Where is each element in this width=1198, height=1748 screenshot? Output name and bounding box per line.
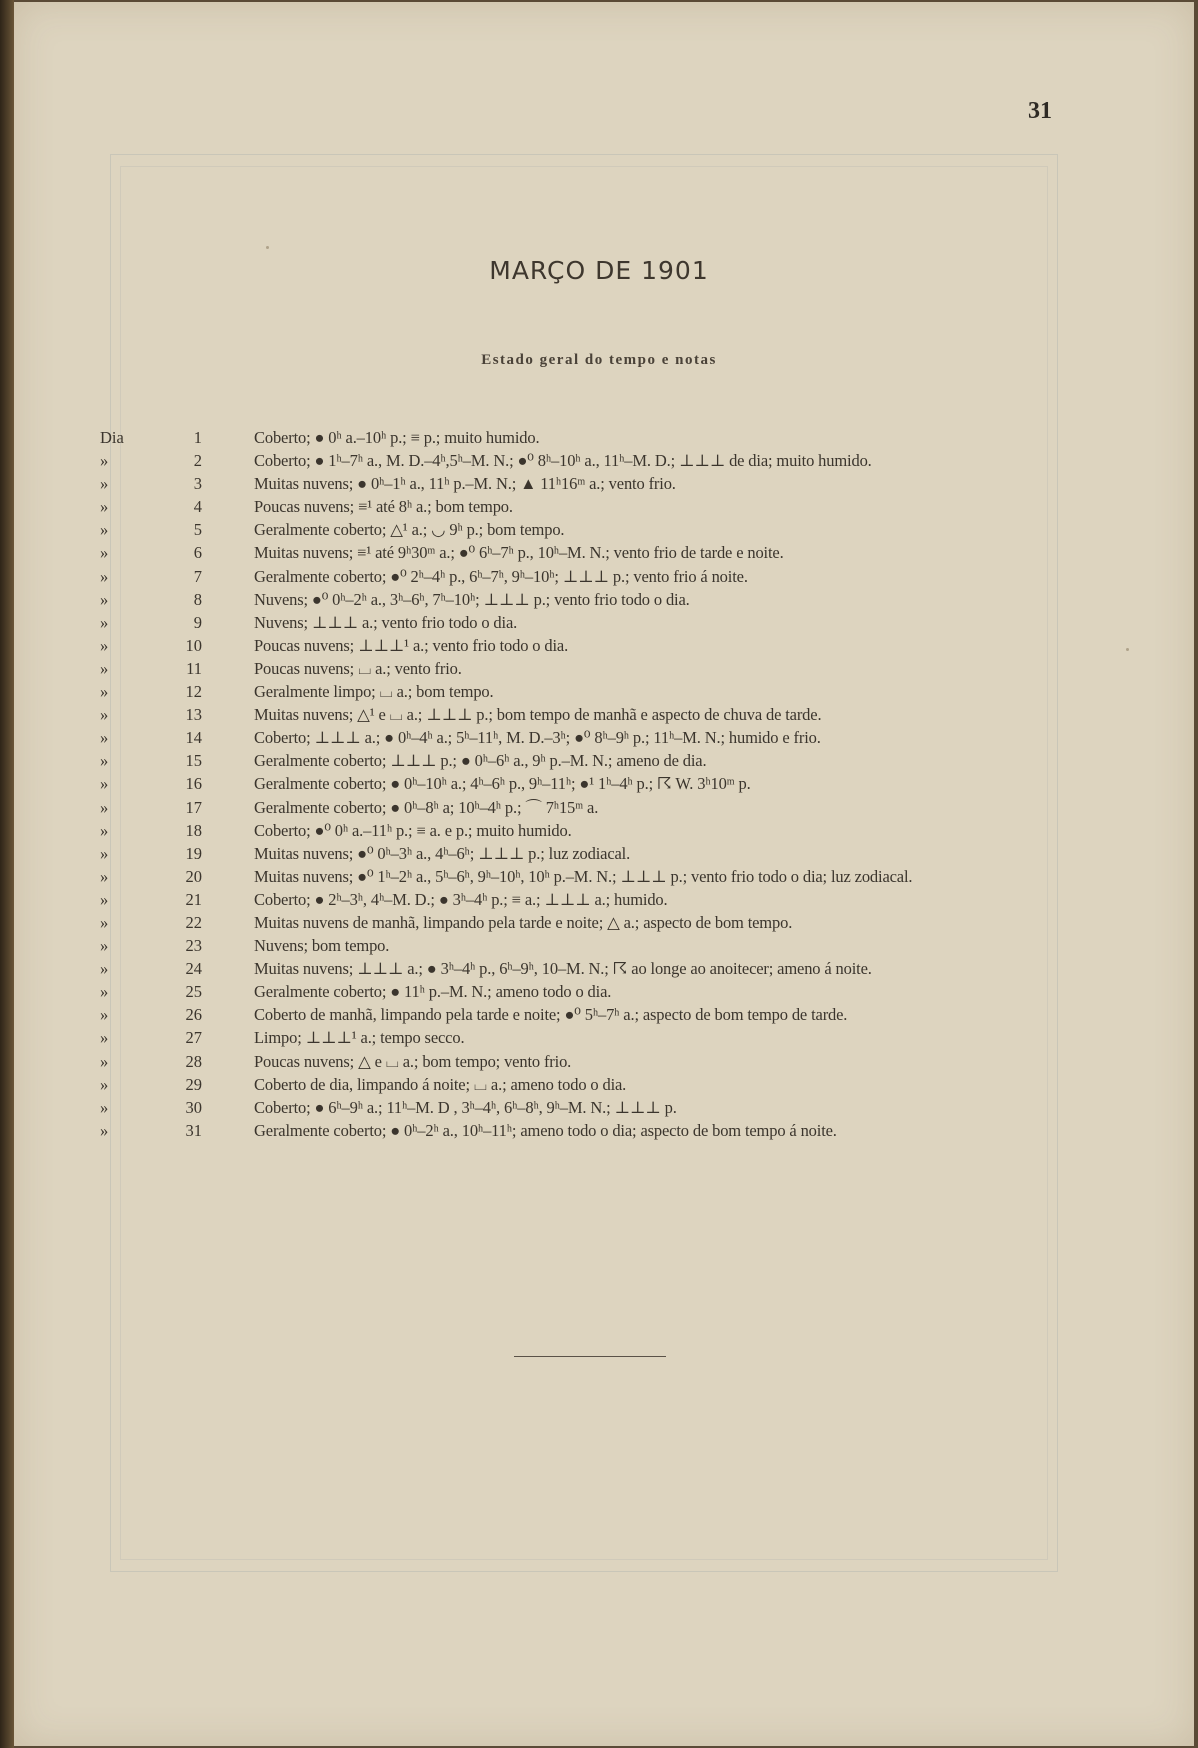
day-entry-row xyxy=(100,842,1060,865)
day-number: 29 xyxy=(185,1074,202,1094)
day-prefix-label: » xyxy=(100,705,109,725)
day-weather-note: Poucas nuvens; ⌴ a.; vento frio. xyxy=(254,658,462,678)
day-entry-row xyxy=(100,611,1060,634)
day-entry-row xyxy=(100,495,1060,518)
day-prefix-label: » xyxy=(100,658,109,678)
section-subtitle: Estado geral do tempo e notas xyxy=(481,352,717,368)
day-number: 5 xyxy=(193,520,202,540)
paper-speck xyxy=(1126,648,1129,651)
day-number: 13 xyxy=(185,705,202,725)
day-prefix-label: » xyxy=(100,866,109,886)
day-entry-row xyxy=(100,518,1060,541)
day-weather-note: Geralmente coberto; ● 11ʰ p.–M. N.; ameno todo o dia. xyxy=(254,982,612,1002)
day-prefix-label: » xyxy=(100,451,109,471)
day-number: 28 xyxy=(185,1051,202,1071)
day-entry-row xyxy=(100,1119,1060,1142)
day-weather-note: Muitas nuvens; ●⁰ 0ʰ–3ʰ a., 4ʰ–6ʰ; ⊥⊥⊥ p.; luz zodiacal. xyxy=(254,843,631,863)
day-number: 20 xyxy=(185,866,202,886)
day-weather-note: Geralmente coberto; ●⁰ 2ʰ–4ʰ p., 6ʰ–7ʰ, 9ʰ–10ʰ; ⊥⊥⊥ p.; vento frio á noite. xyxy=(254,566,748,586)
day-entry-row xyxy=(100,980,1060,1003)
day-number: 7 xyxy=(193,566,202,586)
day-entry-row xyxy=(100,1096,1060,1119)
day-weather-note: Coberto; ● 1ʰ–7ʰ a., M. D.–4ʰ,5ʰ–M. N.; ●⁰ 8ʰ–10ʰ a., 11ʰ–M. D.; ⊥⊥⊥ de dia; muito humido. xyxy=(254,451,872,471)
day-number: 15 xyxy=(185,751,202,771)
day-prefix-label: » xyxy=(100,520,109,540)
day-prefix-label: » xyxy=(100,612,109,632)
day-weather-note: Muitas nuvens; ⊥⊥⊥ a.; ● 3ʰ–4ʰ p., 6ʰ–9ʰ, 10–M. N.; ☈ ao longe ao anoitecer; ameno á noite. xyxy=(254,959,872,979)
day-prefix-label: » xyxy=(100,820,109,840)
day-prefix-label: » xyxy=(100,843,109,863)
day-prefix-label: » xyxy=(100,635,109,655)
day-prefix-label: » xyxy=(100,797,109,817)
day-entry-row xyxy=(100,588,1060,611)
day-entry-row xyxy=(100,957,1060,980)
day-weather-note: Geralmente coberto; ● 0ʰ–10ʰ a.; 4ʰ–6ʰ p., 9ʰ–11ʰ; ●¹ 1ʰ–4ʰ p.; ☈ W. 3ʰ10ᵐ p. xyxy=(254,774,751,794)
day-number: 19 xyxy=(185,843,202,863)
day-entry-row xyxy=(100,703,1060,726)
day-number: 4 xyxy=(193,497,202,517)
day-weather-note: Coberto; ● 2ʰ–3ʰ, 4ʰ–M. D.; ● 3ʰ–4ʰ p.; ≡ a.; ⊥⊥⊥ a.; humido. xyxy=(254,889,668,909)
day-number: 6 xyxy=(193,543,202,563)
day-weather-note: Geralmente coberto; ● 0ʰ–2ʰ a., 10ʰ–11ʰ; ameno todo o dia; aspecto de bom tempo á noite. xyxy=(254,1120,837,1140)
day-number: 26 xyxy=(185,1005,202,1025)
page-title: MARÇO DE 1901 xyxy=(489,256,709,285)
day-number: 12 xyxy=(185,682,202,702)
day-entry-row xyxy=(100,634,1060,657)
day-number: 2 xyxy=(193,451,202,471)
day-number: 18 xyxy=(185,820,202,840)
day-prefix-label: » xyxy=(100,474,109,494)
day-prefix-label: » xyxy=(100,728,109,748)
day-weather-note: Muitas nuvens; △¹ e ⌴ a.; ⊥⊥⊥ p.; bom tempo de manhã e aspecto de chuva de tarde. xyxy=(254,705,822,725)
day-weather-note: Poucas nuvens; ≡¹ até 8ʰ a.; bom tempo. xyxy=(254,497,513,517)
day-weather-note: Coberto de dia, limpando á noite; ⌴ a.; ameno todo o dia. xyxy=(254,1074,627,1094)
day-weather-note: Nuvens; ⊥⊥⊥ a.; vento frio todo o dia. xyxy=(254,612,518,632)
day-entry-row xyxy=(100,819,1060,842)
day-number: 9 xyxy=(193,612,202,632)
day-entry-row xyxy=(100,1050,1060,1073)
day-prefix-label: » xyxy=(100,1051,109,1071)
day-weather-note: Coberto; ● 0ʰ a.–10ʰ p.; ≡ p.; muito humido. xyxy=(254,428,540,447)
day-prefix-label: » xyxy=(100,566,109,586)
day-entry-row xyxy=(100,1026,1060,1049)
day-number: 27 xyxy=(185,1028,202,1048)
day-number: 8 xyxy=(193,589,202,609)
day-entry-row xyxy=(100,1073,1060,1096)
day-entry-row xyxy=(100,541,1060,564)
day-prefix-label: » xyxy=(100,1074,109,1094)
day-prefix-label: » xyxy=(100,1028,109,1048)
day-weather-note: Muitas nuvens; ●⁰ 1ʰ–2ʰ a., 5ʰ–6ʰ, 9ʰ–10ʰ, 10ʰ p.–M. N.; ⊥⊥⊥ p.; vento frio todo o dia; luz zodiacal. xyxy=(254,866,913,886)
daily-weather-notes xyxy=(100,426,1060,1142)
day-weather-note: Coberto; ● 6ʰ–9ʰ a.; 11ʰ–M. D , 3ʰ–4ʰ, 6ʰ–8ʰ, 9ʰ–M. N.; ⊥⊥⊥ p. xyxy=(254,1097,677,1117)
day-weather-note: Geralmente limpo; ⌴ a.; bom tempo. xyxy=(254,682,494,702)
closing-rule xyxy=(514,1356,666,1357)
day-entry-row xyxy=(100,911,1060,934)
day-prefix-label: » xyxy=(100,1120,109,1140)
day-entry-row xyxy=(100,426,1060,449)
day-entry-row xyxy=(100,657,1060,680)
day-number: 31 xyxy=(185,1120,202,1140)
day-weather-note: Muitas nuvens; ● 0ʰ–1ʰ a., 11ʰ p.–M. N.; ▲ 11ʰ16ᵐ a.; vento frio. xyxy=(254,474,676,494)
day-prefix-label: » xyxy=(100,936,109,956)
day-entry-row xyxy=(100,472,1060,495)
day-number: 21 xyxy=(185,889,202,909)
day-number: 30 xyxy=(185,1097,202,1117)
day-prefix-label: » xyxy=(100,889,109,909)
page-number: 31 xyxy=(1028,98,1052,124)
day-number: 3 xyxy=(193,474,202,494)
day-prefix-label: » xyxy=(100,982,109,1002)
day-number: 14 xyxy=(185,728,202,748)
day-number: 22 xyxy=(185,912,202,932)
day-entry-row xyxy=(100,772,1060,795)
day-entry-row xyxy=(100,934,1060,957)
day-weather-note: Poucas nuvens; ⊥⊥⊥¹ a.; vento frio todo o dia. xyxy=(254,635,569,655)
day-entry-row xyxy=(100,865,1060,888)
day-weather-note: Geralmente coberto; ● 0ʰ–8ʰ a; 10ʰ–4ʰ p.; ⌒ 7ʰ15ᵐ a. xyxy=(254,797,599,817)
day-entry-row xyxy=(100,749,1060,772)
day-weather-note: Muitas nuvens; ≡¹ até 9ʰ30ᵐ a.; ●⁰ 6ʰ–7ʰ p., 10ʰ–M. N.; vento frio de tarde e noite. xyxy=(254,543,784,563)
day-number: 11 xyxy=(186,658,202,678)
day-weather-note: Coberto; ●⁰ 0ʰ a.–11ʰ p.; ≡ a. e p.; muito humido. xyxy=(254,820,572,840)
day-weather-note: Muitas nuvens de manhã, limpando pela tarde e noite; △ a.; aspecto de bom tempo. xyxy=(254,912,793,932)
day-weather-note: Geralmente coberto; ⊥⊥⊥ p.; ● 0ʰ–6ʰ a., 9ʰ p.–M. N.; ameno de dia. xyxy=(254,751,707,771)
day-weather-note: Poucas nuvens; △ e ⌴ a.; bom tempo; vento frio. xyxy=(254,1051,572,1071)
day-entry-row xyxy=(100,680,1060,703)
day-number: 25 xyxy=(185,982,202,1002)
day-prefix-label: » xyxy=(100,959,109,979)
day-prefix-label: » xyxy=(100,774,109,794)
day-weather-note: Geralmente coberto; △¹ a.; ◡ 9ʰ p.; bom tempo. xyxy=(254,520,565,540)
day-prefix-label: » xyxy=(100,751,109,771)
day-entry-row xyxy=(100,565,1060,588)
day-prefix-label: » xyxy=(100,543,109,563)
day-entry-row xyxy=(100,796,1060,819)
day-number: 24 xyxy=(185,959,202,979)
day-prefix-label: Dia xyxy=(100,428,124,447)
day-entry-row xyxy=(100,726,1060,749)
day-entry-row xyxy=(100,1003,1060,1026)
day-number: 17 xyxy=(185,797,202,817)
day-prefix-label: » xyxy=(100,589,109,609)
day-prefix-label: » xyxy=(100,682,109,702)
day-prefix-label: » xyxy=(100,1005,109,1025)
day-weather-note: Limpo; ⊥⊥⊥¹ a.; tempo secco. xyxy=(254,1028,465,1048)
day-weather-note: Coberto de manhã, limpando pela tarde e noite; ●⁰ 5ʰ–7ʰ a.; aspecto de bom tempo de tarde. xyxy=(254,1005,848,1025)
day-entry-row xyxy=(100,888,1060,911)
day-entry-row xyxy=(100,449,1060,472)
day-prefix-label: » xyxy=(100,1097,109,1117)
paper-speck xyxy=(266,246,269,249)
day-number: 16 xyxy=(185,774,202,794)
day-weather-note: Nuvens; bom tempo. xyxy=(254,936,390,956)
day-weather-note: Coberto; ⊥⊥⊥ a.; ● 0ʰ–4ʰ a.; 5ʰ–11ʰ, M. D.–3ʰ; ●⁰ 8ʰ–9ʰ p.; 11ʰ–M. N.; humido e frio. xyxy=(254,728,821,748)
day-number: 1 xyxy=(193,428,202,447)
day-weather-note: Nuvens; ●⁰ 0ʰ–2ʰ a., 3ʰ–6ʰ, 7ʰ–10ʰ; ⊥⊥⊥ p.; vento frio todo o dia. xyxy=(254,589,690,609)
day-prefix-label: » xyxy=(100,497,109,517)
day-prefix-label: » xyxy=(100,912,109,932)
day-number: 10 xyxy=(185,635,202,655)
day-number: 23 xyxy=(185,936,202,956)
